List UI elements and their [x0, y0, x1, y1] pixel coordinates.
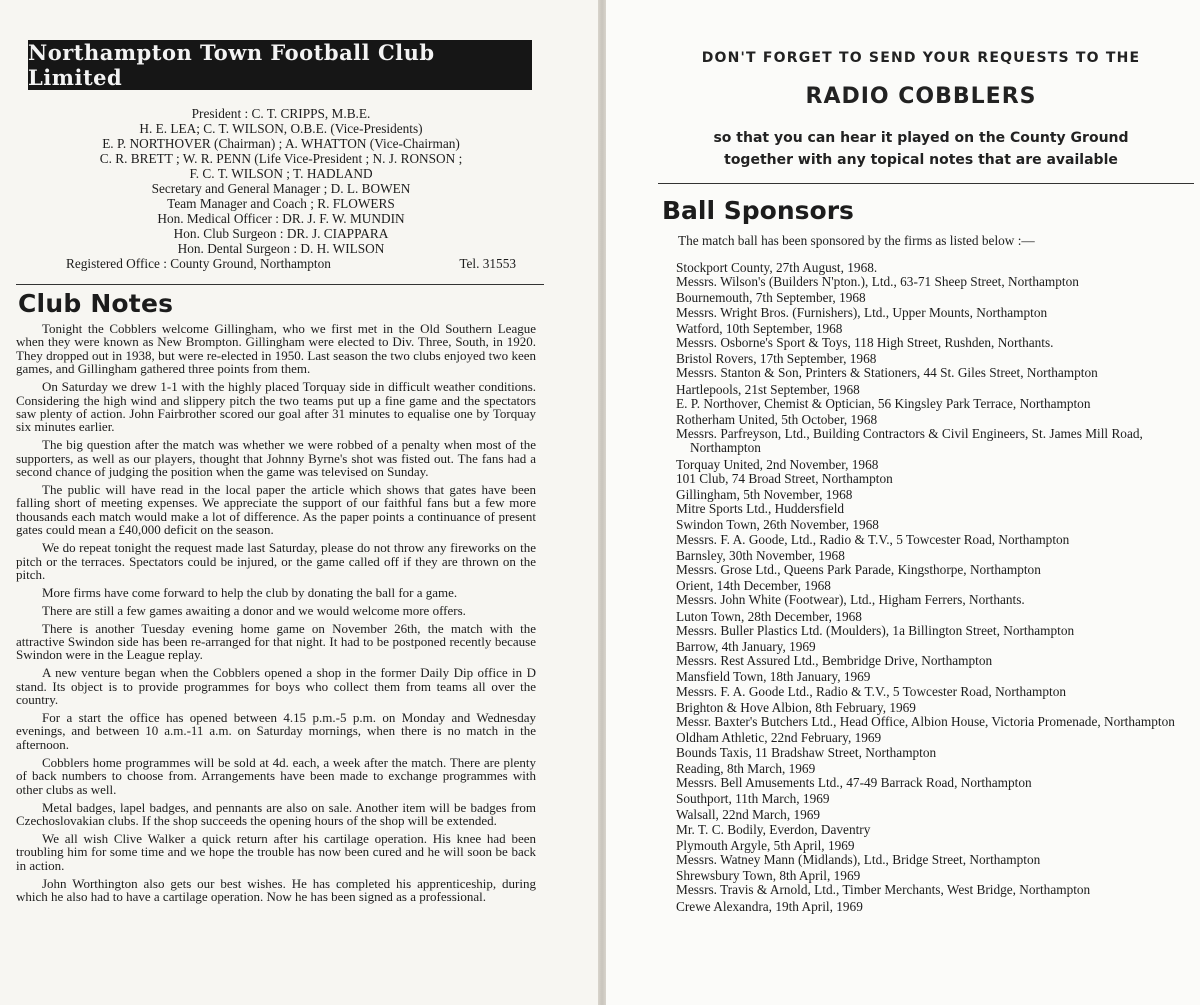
sponsor-match: Barnsley, 30th November, 1968 [676, 547, 845, 563]
sponsor-match: Luton Town, 28th December, 1968 [676, 608, 862, 624]
sponsor-match: Rotherham United, 5th October, 1968 [676, 412, 878, 428]
sponsor-firm: Messrs. Watney Mann (Midlands), Ltd., Bridge Street, Northampton [676, 851, 1041, 867]
sponsor-entry [676, 383, 1176, 411]
sponsor-firm: Messrs. Osborne's Sport & Toys, 118 High Street, Rushden, Northants. [676, 335, 1054, 351]
sponsor-firm: Messrs. Bell Amusements Ltd., 47-49 Barrack Road, Northampton [676, 774, 1032, 790]
notes-paragraph: Tonight the Cobblers welcome Gillingham, who we first met in the Old Southern League when they were known as New Brompton. Gillingham were elected to Div. Three, South, in 1920. They dropped out in 1938, but were re-elected in 1950. Last season the two clubs enjoyed two keen games, and Gillingham gathered three points from them. [16, 321, 536, 377]
notes-paragraph: John Worthington also gets our best wishes. He has completed his apprenticeship, during which he also had to have a cartilage operation. Now he has been signed as a professional. [16, 875, 536, 904]
radio-reminder [662, 50, 1162, 171]
reminder-line: DON'T FORGET TO SEND YOUR REQUESTS TO THE [701, 50, 1141, 66]
section-divider [16, 284, 544, 285]
official-line: Secretary and General Manager ; D. L. BOWEN [151, 181, 411, 196]
section-divider [658, 183, 1194, 184]
sponsor-firm: Messrs. Wilson's (Builders N'pton.), Ltd., 63-71 Sheep Street, Northampton [676, 274, 1079, 290]
club-notes [16, 322, 540, 903]
sponsors-intro: The match ball has been sponsored by the firms as listed below :— [678, 233, 1035, 248]
sponsor-match: Shrewsbury Town, 8th April, 1969 [676, 868, 861, 884]
official-line: E. P. NORTHOVER (Chairman) ; A. WHATTON (Vice-Chairman) [102, 136, 460, 151]
sponsor-entry [676, 839, 1176, 867]
sponsor-entry [676, 549, 1176, 577]
sponsor-firm: Messrs. John White (Footwear), Ltd., Higham Ferrers, Northants. [676, 592, 1025, 608]
sponsor-firm: Messrs. Buller Plastics Ltd. (Moulders), 1a Billington Street, Northampton [676, 622, 1075, 638]
official-line: Hon. Dental Surgeon : D. H. WILSON [177, 241, 385, 256]
sponsor-entry [676, 640, 1176, 668]
sponsor-match: Brighton & Hove Albion, 8th February, 1969 [676, 699, 916, 715]
sponsor-firm: Mitre Sports Ltd., Huddersfield [676, 501, 845, 517]
notes-paragraph: For a start the office has opened between 4.15 p.m.-5 p.m. on Monday and Wednesday evenings, and between 10 a.m.-11 a.m. on Saturday mornings, when there is no match in the afternoon. [16, 710, 536, 752]
sponsor-firm: E. P. Northover, Chemist & Optician, 56 Kingsley Park Terrace, Northampton [676, 395, 1091, 411]
notes-paragraph: Metal badges, lapel badges, and pennants are also on sale. Another item will be badges from Czechoslovakian clubs. If the shop succeeds the opening hours of the shop will be extended. [16, 799, 536, 828]
sponsor-entry [676, 670, 1176, 698]
sponsor-firm: Messrs. Travis & Arnold, Ltd., Timber Merchants, West Bridge, Northampton [676, 882, 1091, 898]
registered-office-line [16, 256, 546, 271]
sponsor-firm: Messrs. Parfreyson, Ltd., Building Contractors & Civil Engineers, St. James Mill Road, Northampton [676, 426, 1143, 456]
sponsor-entry [676, 762, 1176, 790]
radio-cobblers-title: RADIO COBBLERS [805, 84, 1037, 109]
official-line: F. C. T. WILSON ; T. HADLAND [189, 166, 373, 181]
sponsor-entry [676, 352, 1176, 380]
notes-paragraph: There is another Tuesday evening home game on November 26th, the match with the attractive Swindon side has been re-arranged for that night. It had to be postponed recently because Swindon were in the League replay. [16, 620, 536, 663]
sponsor-match: Hartlepools, 21st September, 1968 [676, 381, 860, 397]
notes-paragraph: The big question after the match was whether we were robbed of a penalty when most of the supporters, as well as our players, thought that Johnny Byrne's shot was fisted out. The fans had a second chance of judging the position when the game was televised on Sunday. [16, 437, 536, 480]
official-line: Hon. Medical Officer : DR. J. F. W. MUNDIN [157, 211, 405, 226]
sponsor-firm: Messr. Baxter's Butchers Ltd., Head Office, Albion House, Victoria Promenade, Northampton [676, 714, 1175, 730]
sponsor-match: Crewe Alexandra, 19th April, 1969 [676, 898, 863, 914]
sponsor-match: Orient, 14th December, 1968 [676, 578, 831, 594]
sponsor-entry [676, 413, 1176, 456]
sponsor-match: Barrow, 4th January, 1969 [676, 639, 816, 655]
sponsor-entry [676, 792, 1176, 806]
reminder-line: so that you can hear it played on the County Ground [713, 130, 1129, 146]
sponsor-entry [676, 701, 1176, 729]
club-banner [28, 40, 532, 90]
sponsor-match: Oldham Athletic, 22nd February, 1969 [676, 730, 882, 746]
official-line: Hon. Club Surgeon : DR. J. CIAPPARA [173, 226, 389, 241]
club-name: Northampton Town Football Club Limited [28, 40, 435, 90]
sponsor-match: Stockport County, 27th August, 1968. [676, 260, 878, 275]
sponsor-entry [676, 458, 1176, 486]
sponsor-match: Reading, 8th March, 1969 [676, 760, 816, 776]
notes-paragraph: Cobblers home programmes will be sold at 4d. each, a week after the match. There are plenty of back numbers to choose from. Arrangements have been made to exchange programmes with other clubs as well. [16, 754, 536, 797]
sponsor-firm: Messrs. F. A. Goode Ltd., Radio & T.V., 5 Towcester Road, Northampton [676, 683, 1066, 699]
sponsor-entry [676, 610, 1176, 638]
sponsor-entry [676, 579, 1176, 607]
sponsor-firm: Messrs. F. A. Goode, Ltd., Radio & T.V., 5 Towcester Road, Northampton [676, 531, 1070, 547]
notes-paragraph: More firms have come forward to help the club by donating the ball for a game. [42, 584, 458, 600]
officials-list [16, 106, 546, 271]
sponsor-entry [676, 808, 1176, 836]
official-line: Team Manager and Coach ; R. FLOWERS [167, 196, 395, 211]
sponsor-firm: 101 Club, 74 Broad Street, Northampton [676, 470, 893, 486]
sponsor-match: Bournemouth, 7th September, 1968 [676, 290, 866, 306]
sponsor-match: Plymouth Argyle, 5th April, 1969 [676, 837, 855, 853]
notes-paragraph: There are still a few games awaiting a donor and we would welcome more offers. [42, 602, 466, 618]
sponsor-firm: Messrs. Wright Bros. (Furnishers), Ltd., Upper Mounts, Northampton [676, 304, 1048, 320]
sponsor-match: Torquay United, 2nd November, 1968 [676, 456, 879, 472]
sponsor-match: Bristol Rovers, 17th September, 1968 [676, 351, 877, 367]
sponsor-entry [676, 322, 1176, 350]
notes-paragraph: We all wish Clive Walker a quick return after his cartilage operation. His knee had been troubling him for some time and we hope the trouble has now been cured and he will soon be back in action. [16, 830, 536, 873]
registered-office: Registered Office : County Ground, Northampton [66, 256, 331, 271]
sponsor-match: Mansfield Town, 18th January, 1969 [676, 669, 871, 685]
notes-paragraph: We do repeat tonight the request made last Saturday, please do not throw any fireworks on the pitch or the terraces. Spectators could be injured, or the game called off if they are thrown on the pitch. [16, 540, 536, 582]
sponsor-match: Walsall, 22nd March, 1969 [676, 807, 821, 823]
sponsor-list [662, 261, 1176, 914]
sponsor-entry [676, 488, 1176, 516]
notes-paragraph: On Saturday we drew 1-1 with the highly placed Torquay side in difficult weather conditions. Considering the high wind and slippery pitch the two teams put up a fine game and the spectators saw plenty of action. John Fairbrother scored our goal after 31 minutes to equalise one by Torquay six minutes earlier. [16, 379, 536, 435]
sponsor-entry [676, 261, 1176, 289]
club-notes-heading: Club Notes [18, 289, 174, 318]
ball-sponsors-heading: Ball Sponsors [662, 196, 854, 225]
sponsor-match: Southport, 11th March, 1969 [676, 791, 830, 807]
official-line: C. R. BRETT ; W. R. PENN (Life Vice-President ; N. J. RONSON ; [99, 151, 463, 166]
sponsor-entry [676, 869, 1176, 897]
official-line: President : C. T. CRIPPS, M.B.E. [191, 106, 371, 121]
sponsor-match: Swindon Town, 26th November, 1968 [676, 517, 879, 533]
sponsor-firm: Bounds Taxis, 11 Bradshaw Street, Northampton [676, 744, 937, 760]
right-page [606, 0, 1200, 1005]
sponsor-firm: Mr. T. C. Bodily, Everdon, Daventry [676, 821, 871, 837]
telephone-number: Tel. 31553 [459, 256, 516, 271]
sponsor-firm: Messrs. Grose Ltd., Queens Park Parade, Kingsthorpe, Northampton [676, 562, 1041, 578]
official-line: H. E. LEA; C. T. WILSON, O.B.E. (Vice-Presidents) [139, 121, 423, 136]
sponsor-match: Gillingham, 5th November, 1968 [676, 487, 853, 503]
sponsor-entry [676, 900, 1176, 914]
notes-paragraph: The public will have read in the local paper the article which shows that gates have been falling short of meeting expenses. We appreciate the support of our faithful fans but a few more thousands each match would make a lot of difference. As the paper points a continuance of present gates could mean a £40,000 deficit on the season. [16, 481, 536, 538]
sponsor-entry [676, 518, 1176, 546]
sponsor-entry [676, 291, 1176, 319]
notes-paragraph: A new venture began when the Cobblers opened a shop in the former Daily Dip office in D stand. Its object is to provide programmes for boys who collect them from teams all over the country. [16, 665, 536, 708]
sponsor-firm: Messrs. Stanton & Son, Printers & Stationers, 44 St. Giles Street, Northampton [676, 365, 1098, 381]
sponsor-entry [676, 731, 1176, 759]
sponsor-match: Watford, 10th September, 1968 [676, 320, 843, 336]
sponsor-firm: Messrs. Rest Assured Ltd., Bembridge Drive, Northampton [676, 653, 993, 669]
reminder-line: together with any topical notes that are available [724, 152, 1118, 168]
